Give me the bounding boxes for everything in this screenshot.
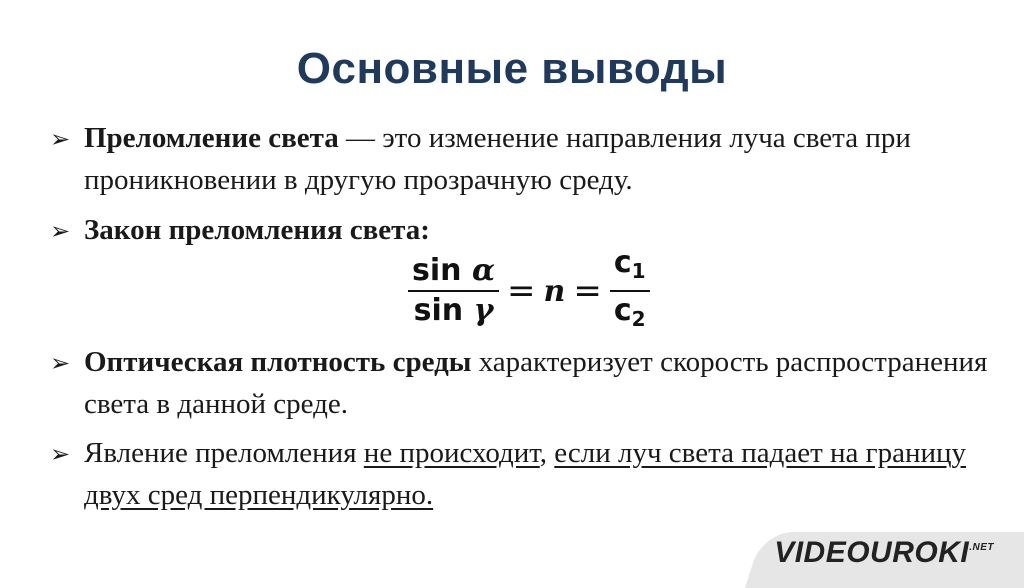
page-title: Основные выводы — [296, 44, 728, 93]
arrow-right-triangle-icon: ➢ — [50, 440, 71, 468]
sin-label: sin — [412, 253, 462, 288]
gamma-symbol: γ — [473, 293, 494, 328]
bullet-optical-density — [50, 341, 1005, 425]
videouroki-logo: $VIDEOUROKI^{.NET}$ — [774, 536, 994, 569]
bullet-no-refraction — [50, 432, 1005, 516]
c-symbol: c — [613, 293, 632, 328]
bullet-refraction-law — [50, 209, 1005, 251]
equals-sign: = — [573, 271, 602, 311]
subscript-1: 1 — [631, 259, 646, 283]
c-symbol: c — [613, 245, 632, 280]
density-text: характеризует скорость распространения света в данной среде. — [84, 346, 988, 420]
term-refraction: Преломление света — [84, 122, 339, 154]
n-symbol: n — [543, 273, 566, 309]
bullet-refraction-definition — [50, 117, 1005, 201]
term-law: Закон преломления света: — [84, 214, 430, 246]
underlined-not-occurs: не происходит — [363, 437, 540, 469]
underlined-condition: если луч света падает на границу двух сред перпендикулярно. — [84, 437, 967, 511]
alpha-symbol: α — [471, 253, 496, 288]
em-dash: — — [338, 122, 383, 154]
arrow-right-triangle-icon: ➢ — [50, 349, 71, 377]
sin-label: sin — [413, 293, 464, 328]
term-optical-density: Оптическая плотность среды — [84, 346, 472, 378]
refraction-law-formula — [408, 246, 650, 336]
equals-sign: = — [507, 271, 536, 311]
subscript-2: 2 — [631, 307, 646, 331]
sin-ratio-fraction — [408, 252, 499, 330]
arrow-right-triangle-icon: ➢ — [50, 217, 71, 245]
speed-ratio-fraction — [610, 244, 650, 338]
phenomenon-text: Явление преломления — [84, 437, 364, 469]
definition-text: это изменение направления луча света при проникновении в другую прозрачную среду. — [84, 122, 911, 196]
comma: , — [539, 437, 555, 469]
arrow-right-triangle-icon: ➢ — [50, 125, 71, 153]
